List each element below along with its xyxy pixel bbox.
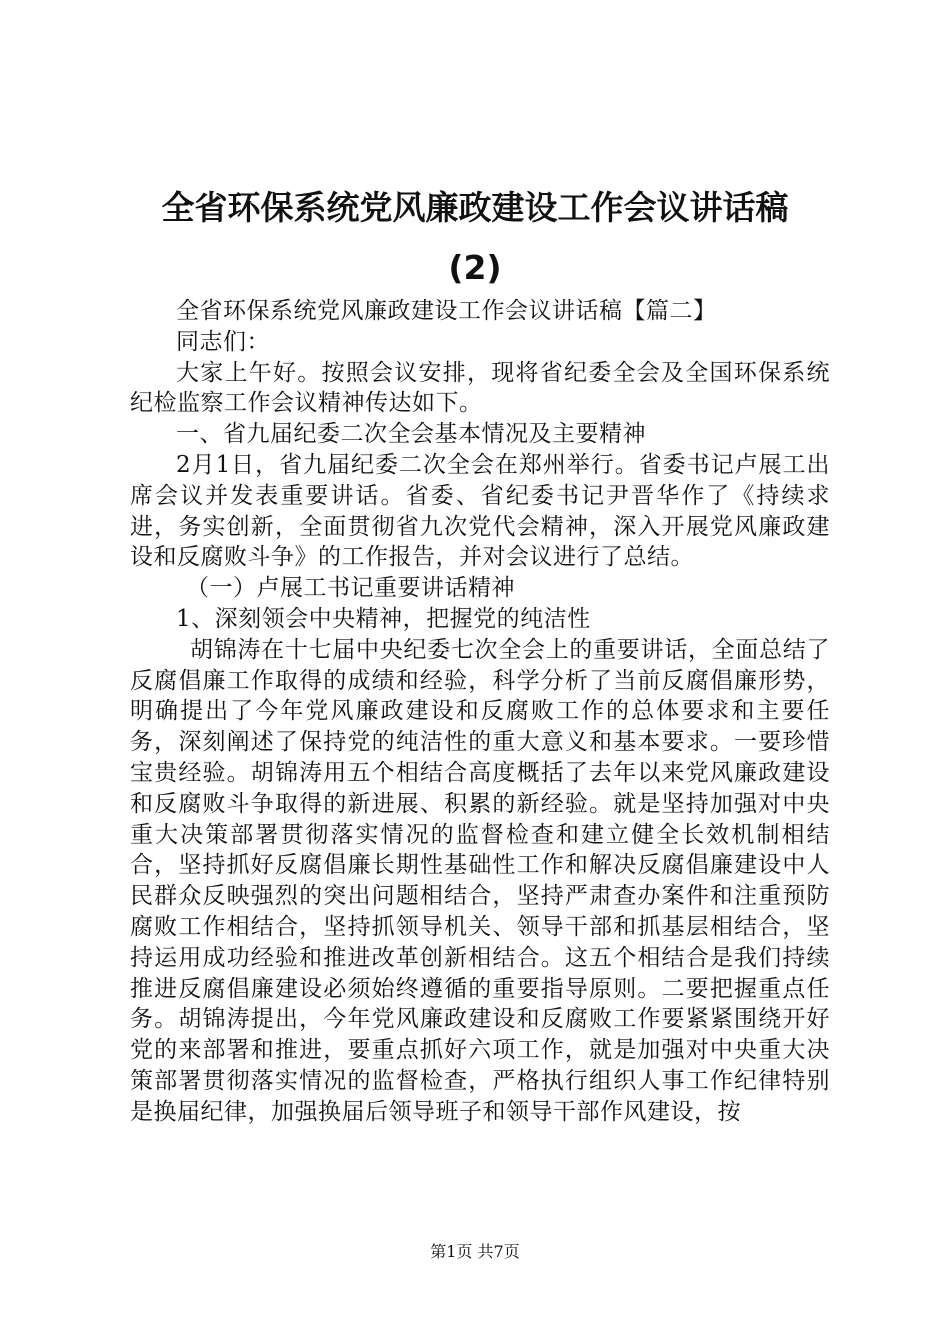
section-heading: 一、省九届纪委二次全会基本情况及主要精神 [176, 421, 646, 448]
subtitle-paragraph: 全省环保系统党风廉政建设工作会议讲话稿【篇二】 [176, 298, 717, 324]
body-paragraph: 2月1日，省九届纪委二次全会在郑州举行。省委书记卢展工出席会议并发表重要讲话。省委、省纪委书记尹晋华作了《持续求进，务实创新，全面贯彻省九次党代会精神，深入开展党风廉政建设和反腐败斗争》的工作报告，并对会议进行了总结。 [130, 451, 830, 571]
salutation-paragraph: 同志们： [176, 328, 270, 355]
document-title-suffix: (2) [448, 248, 502, 287]
body-paragraph: 胡锦涛在十七届中央纪委七次全会上的重要讲话，全面总结了反腐倡廉工作取得的成绩和经验，科学分析了当前反腐倡廉形势，明确提出了今年党风廉政建设和反腐败工作的总体要求和主要任务，深刻阐述了保持党的纯洁性的重大意义和基本要求。一要珍惜宝贵经验。胡锦涛用五个相结合高度概括了去年以来党风廉政建设和反腐败斗争取得的新进展、积累的新经验。就是坚持加强对中央重大决策部署贯彻落实情况的监督检查和建立健全长效机制相结合，坚持抓好反腐倡廉长期性基础性工作和解决反腐倡廉建设中人民群众反映强烈的突出问题相结合，坚持严肃查办案件和注重预防腐败工作相结合，坚持抓领导机关、领导干部和抓基层相结合，坚持运用成功经验和推进改革创新相结合。这五个相结合是我们持续推进反腐倡廉建设必须始终遵循的重要指导原则。二要把握重点任务。胡锦涛提出，今年党风廉政建设和反腐败工作要紧紧围绕开好党的来部署和推进，要重点抓好六项工作，就是加强对中央重大决策部署贯彻落实情况的监督检查，严格执行组织人事工作纪律特别是换届纪律，加强换届后领导班子和领导干部作风建设，按 [130, 636, 830, 1125]
document-body [130, 296, 830, 1128]
body-paragraph: 大家上午好。按照会议安排，现将省纪委全会及全国环保系统纪检监察工作会议精神传达如下。 [130, 359, 830, 417]
subsection-heading: （一）卢展工书记重要讲话精神 [186, 575, 515, 602]
document-title: 全省环保系统党风廉政建设工作会议讲话稿 [161, 188, 789, 227]
page-number-footer: 第1页 共7页 [430, 1242, 520, 1261]
subsection-heading: 1、深刻领会中央精神，把握党的纯洁性 [176, 605, 591, 632]
